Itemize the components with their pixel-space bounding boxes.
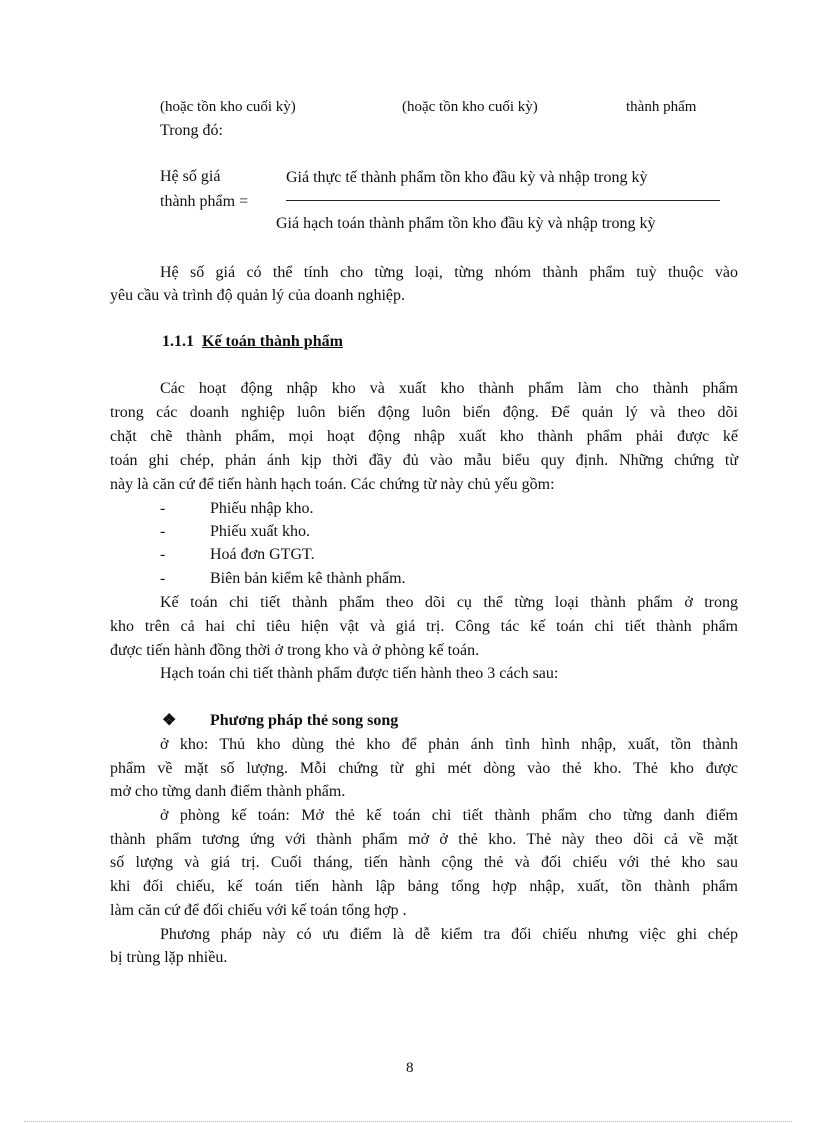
- section-heading: [162, 332, 343, 352]
- para6-line2: thành phẩm tương ứng với thành phẩm mở ở thẻ kho. Thẻ này theo dõi cả về mặt: [110, 831, 738, 848]
- para5-line1: ở kho: Thủ kho dùng thẻ kho để phản ánh tình hình nhập, xuất, tồn thành: [160, 736, 738, 753]
- formula-label-line2: thành phẩm =: [160, 193, 249, 210]
- trong-do-label: Trong đó:: [160, 122, 223, 139]
- para6-line5: làm căn cứ để đối chiếu với kế toán tổng hợp .: [110, 902, 407, 919]
- list-bullet: -: [160, 523, 166, 540]
- section-title: Kế toán thành phẩm: [202, 333, 343, 350]
- para3-line2: kho trên cả hai chỉ tiêu hiện vật và giá trị. Công tác kế toán chi tiết thành phẩm: [110, 618, 738, 635]
- header-col3: thành phẩm: [626, 99, 697, 115]
- page-number: 8: [406, 1060, 414, 1076]
- formula-numerator: Giá thực tế thành phẩm tồn kho đầu kỳ và nhập trong kỳ: [286, 169, 648, 186]
- header-col1: (hoặc tồn kho cuối kỳ): [160, 99, 296, 115]
- section-number: 1.1.1: [162, 333, 194, 350]
- fraction-bar: [286, 200, 720, 201]
- para5-line2: phẩm về mặt số lượng. Mỗi chứng từ ghi mét dòng vào thẻ kho. Thẻ kho được: [110, 760, 738, 777]
- list-item: Biên bản kiểm kê thành phẩm.: [210, 570, 406, 587]
- para2-line3: chặt chẽ thành phẩm, mọi hoạt động nhập xuất kho thành phẩm phải được kế: [110, 428, 738, 445]
- list-bullet: -: [160, 546, 166, 563]
- diamond-bullet-icon: ❖: [162, 712, 177, 729]
- para2-line4: toán ghi chép, phản ánh kịp thời đầy đủ vào mẫu biểu quy định. Những chứng từ: [110, 452, 738, 469]
- para7-line2: bị trùng lặp nhiều.: [110, 949, 228, 966]
- list-item: Phiếu nhập kho.: [210, 500, 314, 517]
- para6-line3: số lượng và giá trị. Cuối tháng, tiến hành cộng thẻ và đối chiếu với thẻ kho sau: [110, 854, 738, 871]
- formula-label-line1: Hệ số giá: [160, 168, 221, 185]
- method-title: Phương pháp thẻ song song: [210, 712, 399, 729]
- para3-line3: được tiến hành đồng thời ở trong kho và ở phòng kế toán.: [110, 642, 480, 659]
- list-bullet: -: [160, 570, 166, 587]
- list-bullet: -: [160, 500, 166, 517]
- para1-line1: Hệ số giá có thể tính cho từng loại, từng nhóm thành phẩm tuỳ thuộc vào: [160, 264, 738, 281]
- para6-line4: khi đối chiếu, kế toán tiến hành lập bảng tổng hợp nhập, xuất, tồn thành phẩm: [110, 878, 738, 895]
- list-item: Hoá đơn GTGT.: [210, 546, 315, 563]
- page-bottom-border: [24, 1121, 792, 1122]
- header-col2: (hoặc tồn kho cuối kỳ): [402, 99, 538, 115]
- para7-line1: Phương pháp này có ưu điểm là dễ kiểm tra đối chiếu nhưng việc ghi chép: [160, 926, 738, 943]
- para4: Hạch toán chi tiết thành phẩm được tiến hành theo 3 cách sau:: [160, 665, 559, 682]
- para2-line1: Các hoạt động nhập kho và xuất kho thành phẩm làm cho thành phẩm: [160, 380, 738, 397]
- para2-line5: này là căn cứ để tiến hành hạch toán. Các chứng từ này chủ yếu gồm:: [110, 476, 555, 493]
- para3-line1: Kế toán chi tiết thành phẩm theo dõi cụ thể từng loại thành phẩm ở trong: [160, 594, 738, 611]
- para2-line2: trong các doanh nghiệp luôn biến động luôn biến động. Để quản lý và theo dõi: [110, 404, 738, 421]
- para1-line2: yêu cầu và trình độ quản lý của doanh nghiệp.: [110, 287, 406, 304]
- list-item: Phiếu xuất kho.: [210, 523, 310, 540]
- para5-line3: mở cho từng danh điểm thành phẩm.: [110, 783, 346, 800]
- para6-line1: ở phòng kế toán: Mở thẻ kế toán chi tiết thành phẩm cho từng danh điểm: [160, 807, 738, 824]
- formula-denominator: Giá hạch toán thành phẩm tồn kho đầu kỳ và nhập trong kỳ: [276, 215, 656, 232]
